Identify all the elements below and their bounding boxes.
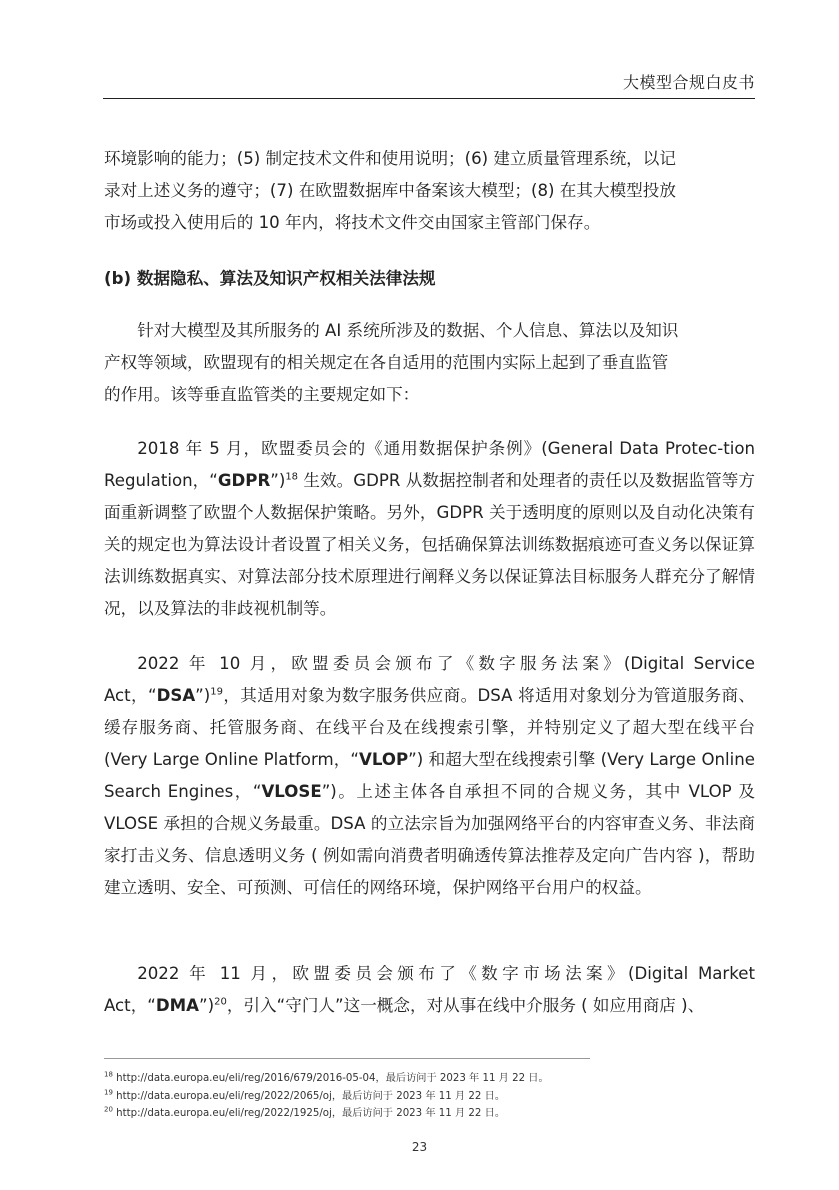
- footnote-ref-19[interactable]: 19: [210, 686, 223, 698]
- text-run: ”): [195, 686, 211, 705]
- paragraph-dma: [104, 958, 755, 1022]
- text-line: 市场或投入使用后的 10 年内，将技术文件交由国家主管部门保存。: [104, 213, 601, 232]
- text-run: ”)。上述主体各自承担不同的合规义务，其中 VLOP 及 VLOSE 承担的合规义务最重。DSA 的立法宗旨为加强网络平台的内容审查义务、非法商家打击义务、信息透明义务 ( 例如需向消费者明确透传算法推荐及定向广告内容 )，帮助建立透明、安全、可预测、可信任的网络环境，保护网络平台用户的权益。: [104, 782, 755, 897]
- text-run: ，引入“守门人”这一概念，对从事在线中介服务 ( 如应用商店 )、: [226, 996, 705, 1015]
- term-gdpr: GDPR: [217, 471, 271, 490]
- text-run: ”): [270, 471, 286, 490]
- text-line: 录对上述义务的遵守；(7) 在欧盟数据库中备案该大模型；(8) 在其大模型投放: [104, 181, 676, 200]
- term-dma: DMA: [155, 996, 200, 1015]
- text-run: 生效。GDPR 从数据控制者和处理者的责任以及数据监管等方面重新调整了欧盟个人数据保护策略。另外，GDPR 关于透明度的原则以及自动化决策有关的规定也为算法设计者设置了相关义务，包括确保算法训练数据痕迹可查义务以保证算法训练数据真实、对算法部分技术原理进行阐释义务以保证算法目标服务人群充分了解情况，以及算法的非歧视机制等。: [104, 471, 755, 618]
- footnote-text[interactable]: http://data.europa.eu/eli/reg/2016/679/2016-05-04，最后访问于 2023 年 11 月 22 日。: [112, 1073, 549, 1084]
- text-line: 环境影响的能力；(5) 制定技术文件和使用说明；(6) 建立质量管理系统，以记: [104, 149, 676, 168]
- footnotes: [104, 1070, 755, 1123]
- text-run: ”): [199, 996, 215, 1015]
- footnote-text[interactable]: http://data.europa.eu/eli/reg/2022/2065/oj，最后访问于 2023 年 11 月 22 日。: [112, 1090, 506, 1102]
- text-run: ”) 和超大型在线搜索引擎 (Very Large Online Search Engines，“: [104, 750, 755, 801]
- footnote-divider: [104, 1058, 590, 1059]
- text-run: ，其适用对象为数字服务供应商。DSA 将适用对象划分为管道服务商、缓存服务商、托管服务商、在线平台及在线搜索引擎，并特别定义了超大型在线平台 (Very Large Online Platform，“: [104, 686, 755, 769]
- running-header-title: 大模型合规白皮书: [622, 73, 755, 92]
- footnote-ref-18[interactable]: 18: [285, 471, 299, 483]
- section-heading-b: (b) 数据隐私、算法及知识产权相关法律法规: [104, 269, 436, 288]
- term-vlose: VLOSE: [261, 782, 322, 801]
- footnote-19: [104, 1088, 755, 1106]
- footnote-18: [104, 1070, 755, 1088]
- paragraph-gdpr: [104, 433, 755, 625]
- text-line: 的作用。该等垂直监管类的主要规定如下：: [104, 385, 420, 404]
- footnote-text[interactable]: http://data.europa.eu/eli/reg/2022/1925/oj，最后访问于 2023 年 11 月 22 日。: [112, 1108, 506, 1119]
- term-dsa: DSA: [156, 686, 196, 705]
- paragraph-intro: [104, 315, 755, 411]
- footnote-ref-20[interactable]: 20: [214, 996, 227, 1008]
- page-number: 23: [411, 1140, 428, 1154]
- footnote-number: 20: [104, 1105, 113, 1114]
- text-run: 2022 年 10 月，欧盟委员会颁布了《数字服务法案》(Digital Service Act，“: [104, 654, 755, 705]
- term-vlop: VLOP: [359, 750, 409, 769]
- paragraph-dsa: [104, 648, 755, 904]
- paragraph-continued: [104, 143, 755, 239]
- footnote-20: [104, 1105, 755, 1123]
- footnote-number: 19: [104, 1088, 113, 1097]
- header-divider: [103, 98, 755, 99]
- text-run: 2018 年 5 月，欧盟委员会的《通用数据保护条例》(General Data Protec-tion Regulation，“: [104, 439, 755, 490]
- text-run: 2022 年 11 月，欧盟委员会颁布了《数字市场法案》(Digital Market Act，“: [104, 964, 755, 1015]
- text-line: 针对大模型及其所服务的 AI 系统所涉及的数据、个人信息、算法以及知识: [137, 321, 679, 340]
- text-line: 产权等领域，欧盟现有的相关规定在各自适用的范围内实际上起到了垂直监管: [104, 353, 669, 372]
- section-heading: [104, 263, 755, 295]
- footnote-number: 18: [104, 1070, 113, 1079]
